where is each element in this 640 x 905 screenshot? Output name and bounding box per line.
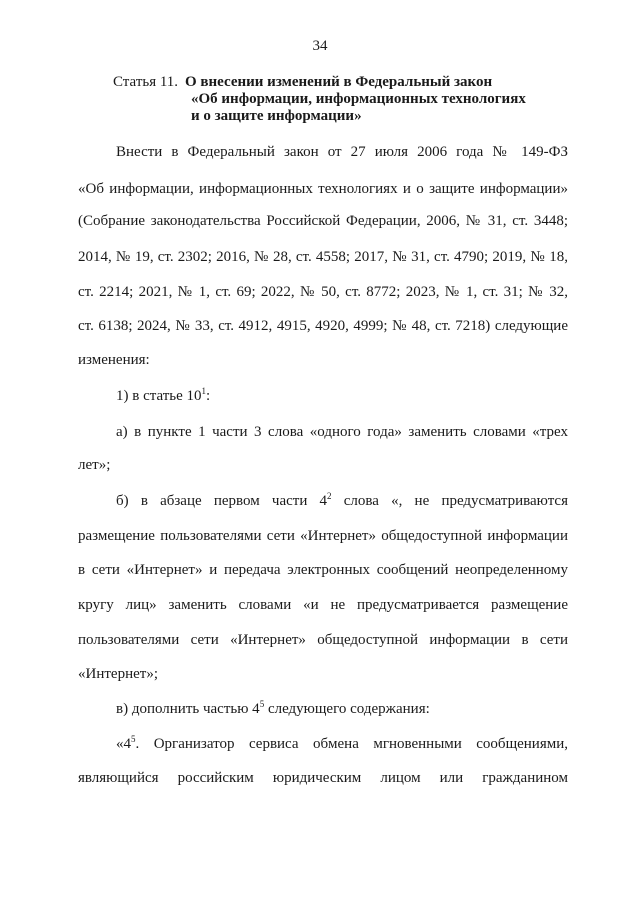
article-title-line-2: «Об информации, информационных технологиях xyxy=(191,91,526,107)
item-b-line: кругу лиц» заменить словами «и не предусматривается размещение xyxy=(78,597,568,613)
item-b-line: размещение пользователями сети «Интернет» общедоступной информации xyxy=(78,528,568,544)
quote-line: являющийся российским юридическим лицом или гражданином xyxy=(78,770,568,786)
item-b-sup: 2 xyxy=(327,491,332,501)
item-c xyxy=(78,701,606,718)
item-1 xyxy=(78,388,606,405)
item-b-pre: б) в абзаце первом части 4 xyxy=(116,493,328,509)
quote-post: . Организатор сервиса обмена мгновенными сообщениями, xyxy=(135,736,568,752)
article-title-line-3: и о защите информации» xyxy=(191,108,362,124)
intro-line: (Собрание законодательства Российской Федерации, 2006, № 31, ст. 3448; xyxy=(78,213,568,229)
item-1-text: 1) в статье 10 xyxy=(116,388,202,404)
intro-line: 2014, № 19, ст. 2302; 2016, № 28, ст. 4558; 2017, № 31, ст. 4790; 2019, № 18, xyxy=(78,249,568,265)
item-b-line: в сети «Интернет» и передача электронных сообщений неопределенному xyxy=(78,562,568,578)
quote-pre: «4 xyxy=(116,736,131,752)
article-heading xyxy=(113,74,526,125)
article-title-line-1: О внесении изменений в Федеральный закон xyxy=(185,74,493,90)
item-a-line: лет»; xyxy=(78,457,111,473)
intro-line: ст. 2214; 2021, № 1, ст. 69; 2022, № 50, ст. 8772; 2023, № 1, ст. 31; № 32, xyxy=(78,284,568,300)
item-b-line: «Интернет»; xyxy=(78,666,158,682)
item-b-first-line xyxy=(78,493,568,510)
article-title-row-1 xyxy=(113,74,526,91)
item-c-pre: в) дополнить частью 4 xyxy=(116,701,260,717)
item-b-line: пользователями сети «Интернет» общедоступной информации в сети xyxy=(78,632,568,648)
quote-first-line xyxy=(78,736,568,753)
quote-sup: 5 xyxy=(131,734,136,744)
item-c-sup: 5 xyxy=(259,699,265,709)
item-c-post: следующего содержания: xyxy=(264,701,430,717)
item-1-tail: : xyxy=(206,388,211,404)
item-1-sup: 1 xyxy=(201,386,207,396)
page-number: 34 xyxy=(312,38,328,54)
item-b-post: слова «, не предусматриваются xyxy=(331,493,568,509)
item-a-line: а) в пункте 1 части 3 слова «одного года» заменить словами «трех xyxy=(116,424,568,440)
intro-line: ст. 6138; 2024, № 33, ст. 4912, 4915, 4920, 4999; № 48, ст. 7218) следующие xyxy=(78,318,568,334)
intro-line: «Об информации, информационных технологиях и о защите информации» xyxy=(78,181,568,197)
intro-line: Внести в Федеральный закон от 27 июля 2006 года № 149-ФЗ xyxy=(116,144,568,160)
intro-line: изменения: xyxy=(78,352,150,368)
article-label: Статья 11. xyxy=(113,74,179,90)
